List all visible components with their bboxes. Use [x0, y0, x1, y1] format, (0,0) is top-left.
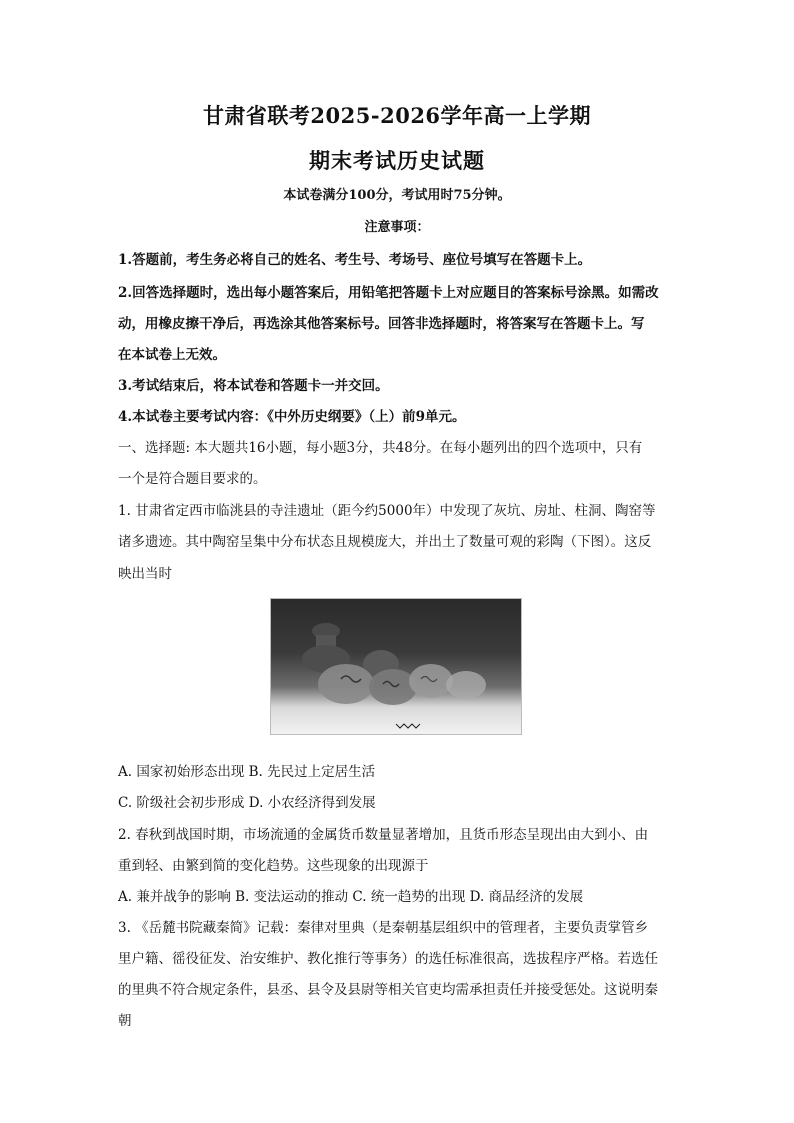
section-heading: 一、选择题: 本大题共16小题，每小题3分，共48分。在每小题列出的四个选项中，只有 — [118, 440, 643, 456]
note-item: 2.回答选择题时，选出每小题答案后，用铅笔把答题卡上对应题目的答案标号涂黑。如需改 — [118, 285, 659, 301]
notes-heading: 注意事项： — [364, 220, 430, 235]
note-item: 1.答题前，考生务必将自己的姓名、考生号、考场号、座位号填写在答题卡上。 — [118, 252, 592, 268]
q1-stem-line: 诸多遗迹。其中陶窑呈集中分布状态且规模庞大，并出土了数量可观的彩陶（下图）。这反 — [118, 534, 652, 550]
painted-pottery-photo — [270, 598, 522, 735]
note-item: 动，用橡皮擦干净后，再选涂其他答案标号。回答非选择题时，将答案写在答题卡上。写 — [118, 316, 645, 332]
q2-stem-line: 重到轻、由繁到简的变化趋势。这些现象的出现源于 — [118, 858, 429, 874]
q3-stem-line: 朝 — [118, 1013, 132, 1029]
q1-stem-line: 1. 甘肃省定西市临洮县的寺洼遗址（距今约5000年）中发现了灰坑、房址、柱洞、陶窑等 — [118, 503, 656, 519]
exam-subtitle: 本试卷满分100分，考试用时75分钟。 — [283, 188, 511, 203]
exam-title-line1: 甘肃省联考2025-2026学年高一上学期 — [202, 103, 592, 128]
note-item: 4.本试卷主要考试内容：《中外历史纲要》（上）前9单元。 — [118, 409, 466, 425]
q2-stem-line: 2. 春秋到战国时期，市场流通的金属货币数量显著增加，且货币形态呈现出由大到小、由 — [118, 827, 649, 843]
q1-options-line: A. 国家初始形态出现 B. 先民过上定居生活 — [118, 764, 376, 780]
q3-stem-line: 的里典不符合规定条件，县丞、县令及县尉等相关官吏均需承担责任并接受惩处。这说明秦 — [118, 982, 658, 998]
note-item: 在本试卷上无效。 — [118, 347, 226, 363]
section-heading-cont: 一个是符合题目要求的。 — [118, 471, 267, 487]
q1-stem-line: 映出当时 — [118, 566, 172, 582]
exam-title-line2: 期末考试历史试题 — [309, 148, 485, 173]
q2-options-line: A. 兼并战争的影响 B. 变法运动的推动 C. 统一趋势的出现 D. 商品经济的发展 — [118, 889, 584, 905]
q3-stem-line: 里户籍、徭役征发、治安维护、教化推行等事务）的选任标准很高，选拔程序严格。若选任 — [118, 951, 658, 967]
q1-options-line: C. 阶级社会初步形成 D. 小农经济得到发展 — [118, 795, 376, 811]
note-item: 3.考试结束后，将本试卷和答题卡一并交回。 — [118, 378, 389, 394]
q3-stem-line: 3. 《岳麓书院藏秦简》记载：秦律对里典（是秦朝基层组织中的管理者，主要负责掌管乡 — [118, 920, 649, 936]
